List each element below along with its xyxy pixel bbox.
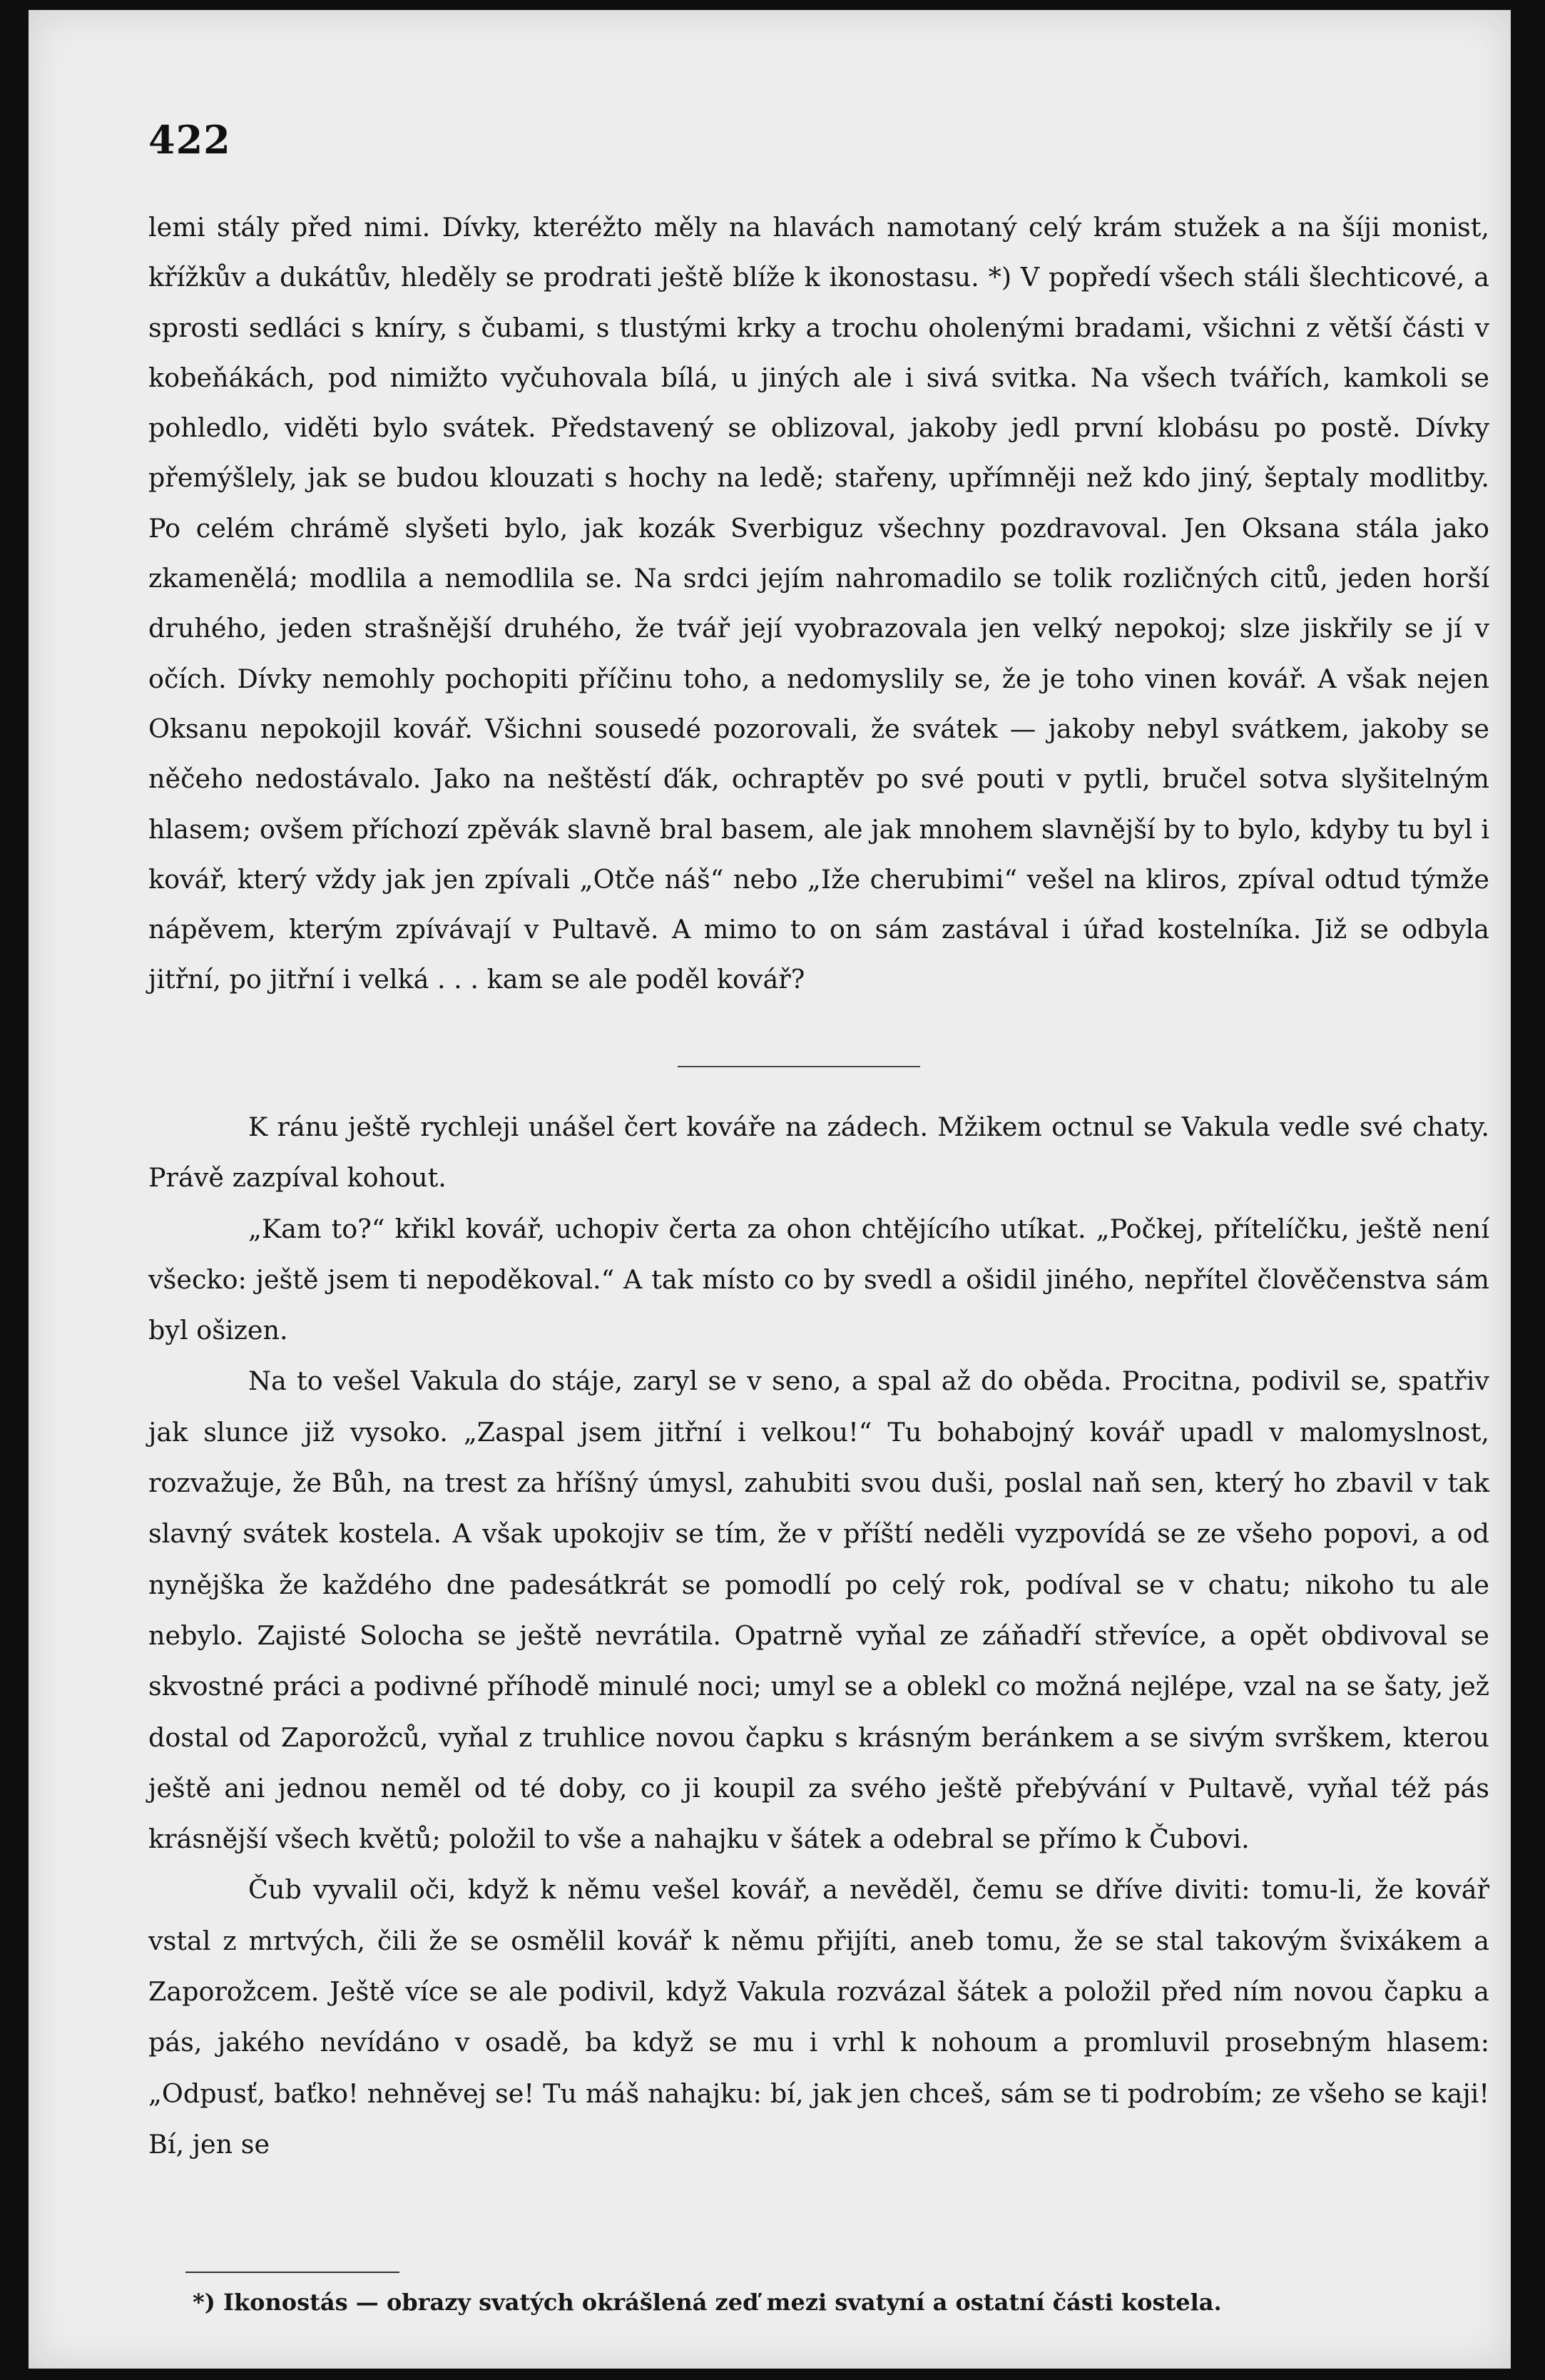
paragraph-vakula-sleeps: Na to vešel Vakula do stáje, zaryl se v seno, a spal až do oběda. Procitna, podivil se, spatřiv jak slunce již vysoko. „Zaspal jsem jitřní i velkou!“ Tu bohabojný kovář upadl v malomyslnost, rozvažuje, že Bůh, na trest za hříšný úmysl, zahubiti svou duši, poslal naň sen, který ho zbavil v tak slavný svátek kostela. A však upokojiv se tím, že v příští neděli vyzpovídá se ze všeho popovi, a od nynějška že každého dne padesátkrát se pomodlí po celý rok, podíval se v chatu; nikoho tu ale nebylo. Zajisté Solocha se ještě nevrátila. Opatrně vyňal ze záňadří střevíce, a opět obdivoval se skvostné práci a podivné příhodě minulé noci; umyl se a oblekl co možná nejlépe, vzal na se šaty, jež dostal od Zaporožců, vyňal z truhlice novou čapku s krásným beránkem a se sivým svrškem, kterou ještě ani jednou neměl od té doby, co ji koupil za svého ještě přebývání v Pultavě, vyňal též pás krásnější všech květů; položil to vše a nahajku v šátek a odebral se přímo k Čubovi. bbox=[148, 1366, 1489, 1855]
paragraph-blacksmith-shout: „Kam to?“ křikl kovář, uchopiv čerta za ohon chtějícího utíkat. „Počkej, přítelíčku, ještě není všecko: ještě jsem ti nepoděkoval.“ A tak místo co by svedl a ošidil jiného, nepřítel člověčenstva sám byl ošizen. bbox=[148, 1213, 1489, 1346]
section-divider bbox=[678, 1066, 920, 1067]
paragraph-chub-surprised: Čub vyvalil oči, když k němu vešel kovář, a nevěděl, čemu se dříve diviti: tomu-li, že kovář vstal z mrtvých, čili že se osmělil kovář k němu přijíti, aneb tomu, že se stal takovým šviхákem a Zaporožcem. Ještě více se ale podivil, když Vakula rozvázal šátek a položil před ním novou čapku a pás, jakého nevídáno v osadě, ba když se mu i vrhl k nohoum a promluvil prosebným hlasem: „Odpusť, baťko! nehněvej se! Tu máš nahajku: bí, jak jen chceš, sám se ti podrobím; ze všeho se kaji! Bí, jen se bbox=[148, 1874, 1489, 2160]
main-text-section-1 bbox=[148, 203, 1489, 1005]
paragraph-devil-flight: K ránu ještě rychleji unášel čert kováře na zádech. Mžikem octnul se Vakula vedle své chaty. Právě zazpíval kohout. bbox=[148, 1112, 1489, 1194]
footnote-divider bbox=[185, 2272, 399, 2273]
paragraph-church-scene: lemi stály před nimi. Dívky, kteréžto měly na hlavách namotaný celý krám stužek a na šíji monist, křížkův a dukátův, hleděly se prodrati ještě blíže k ikonostasu. *) V popředí všech stáli šlechticové, a sprosti sedláci s kníry, s čubami, s tlustými krky a trochu oholenými bradami, všichni z větší části v kobeňákách, pod nimižto vyčuhovala bílá, u jiných ale i sivá svitka. Na všech tvářích, kamkoli se pohledlo, viděti bylo svátek. Představený se oblizoval, jakoby jedl první klobásu po postě. Dívky přemýšlely, jak se budou klouzati s hochy na ledě; stařeny, upřímněji než kdo jiný, šeptaly modlitby. Po celém chrámě slyšeti bylo, jak kozák Sverbiguz všechny pozdravoval. Jen Oksana stála jako zkamenělá; modlila a nemodlila se. Na srdci jejím nahromadilo se tolik rozličných citů, jeden horší druhého, jeden strašnější druhého, že tvář její vyobrazovala jen velký nepokoj; slze jiskřily se jí v očích. Dívky nemohly pochopiti příčinu toho, a nedomyslily se, že je toho vinen kovář. A však nejen Oksanu nepokojil kovář. Všichni sousedé pozorovali, že svátek — jakoby nebyl svátkem, jakoby se něčeho nedostávalo. Jako na neštěstí ďák, ochraptěv po své pouti v pytli, bručel sotva slyšitelným hlasem; ovšem příchozí zpěvák slavně bral basem, ale jak mnohem slavnější by to bylo, kdyby tu byl i kovář, který vždy jak jen zpívali „Otče náš“ nebo „Iže cherubimi“ vešel na kliros, zpíval odtud týmže nápěvem, kterým zpívávají v Pultavě. A mimo to on sám zastával i úřad kostelníka. Již se odbyla jitřní, po jitřní i velká . . . kam se ale poděl kovář? bbox=[148, 212, 1489, 995]
main-text-section-2 bbox=[148, 1102, 1489, 2170]
footnote-ikonostas: *) Ikonostás — obrazy svatých okrášlená zeď mezi svatyní a ostatní části kostela. bbox=[193, 2289, 1222, 2316]
book-page bbox=[29, 10, 1511, 2369]
page-number: 422 bbox=[148, 117, 231, 163]
